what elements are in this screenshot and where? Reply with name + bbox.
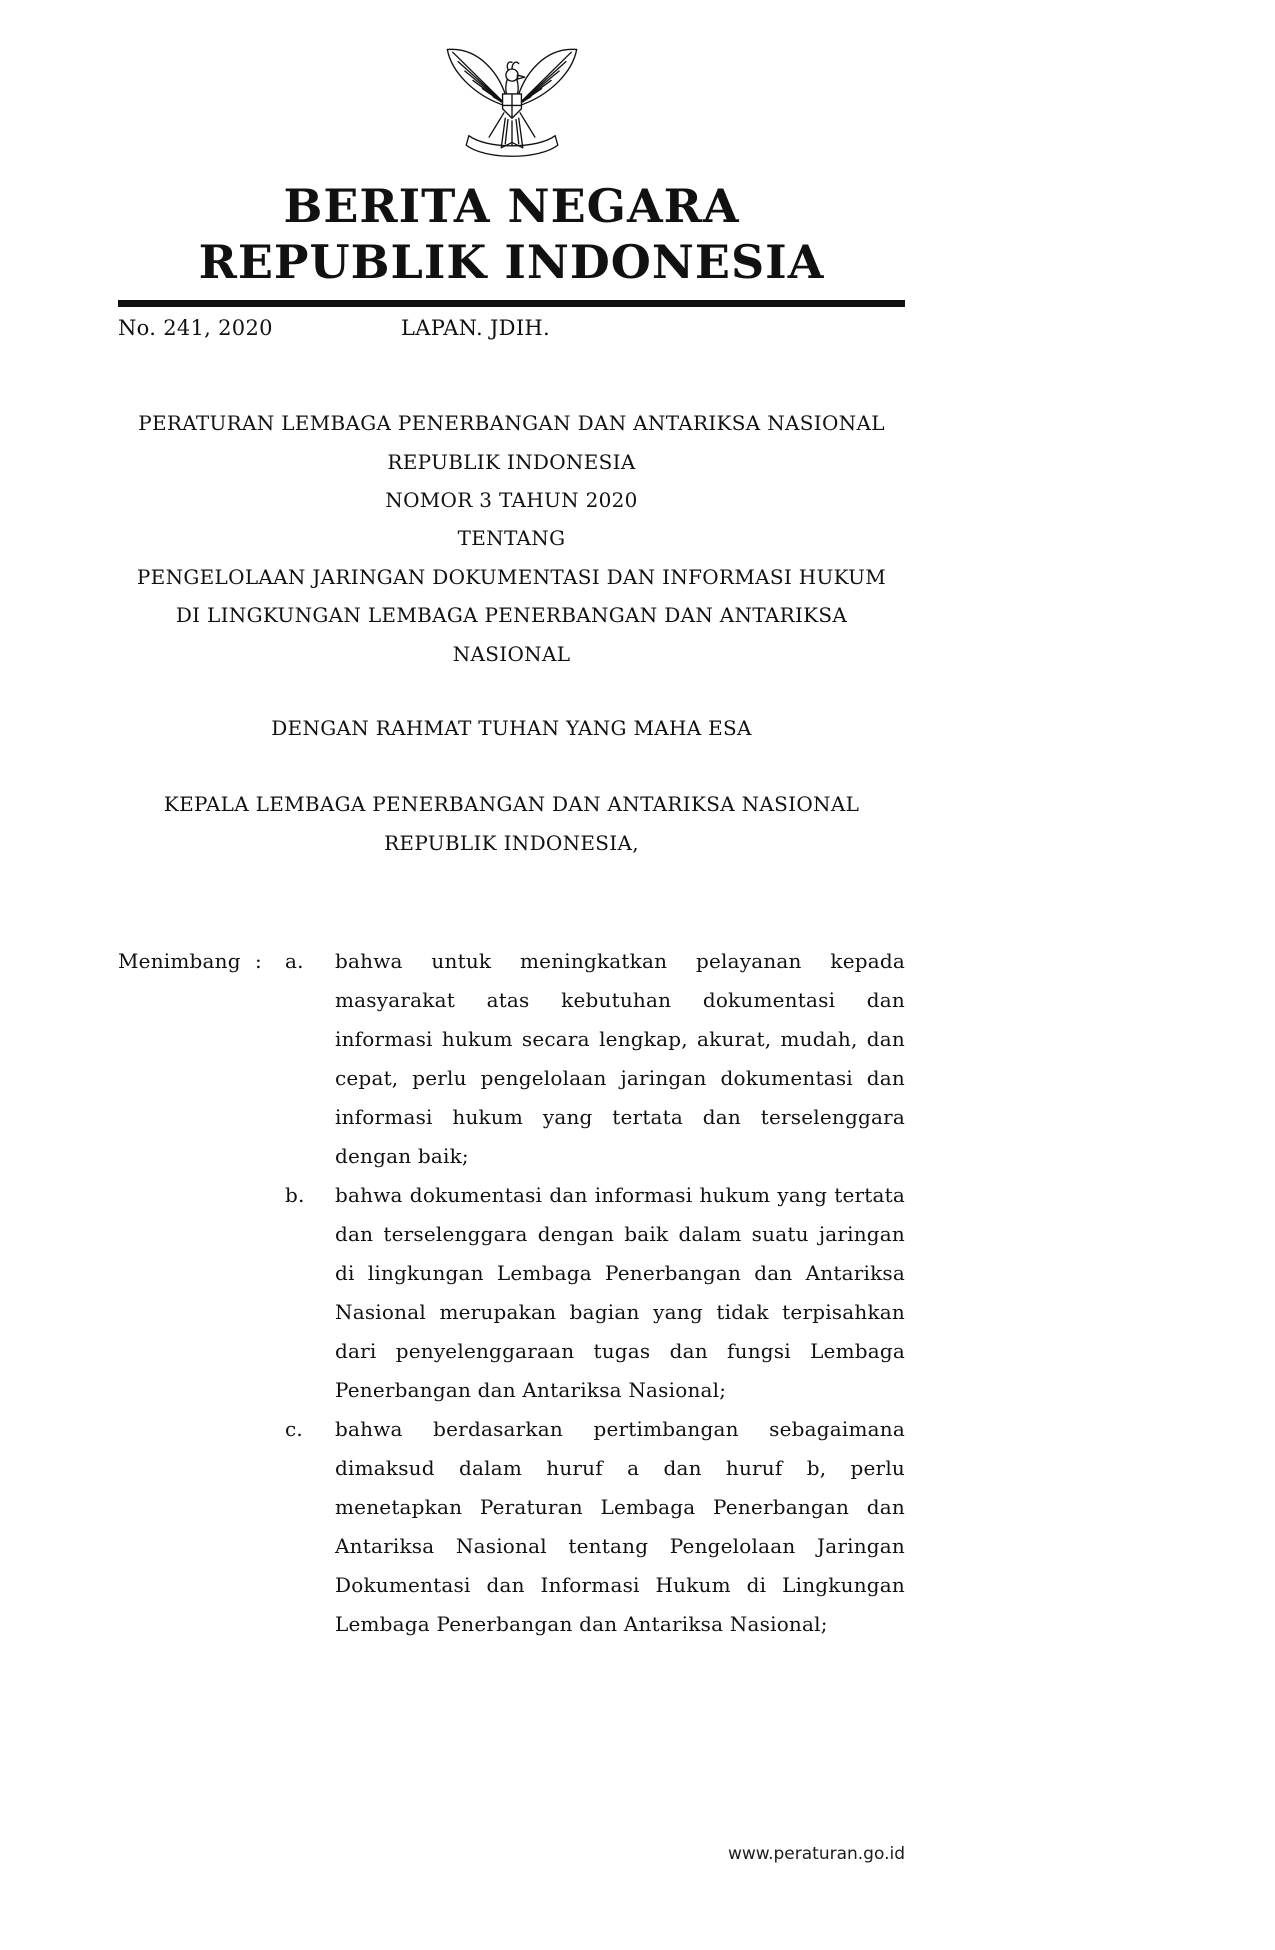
- masthead-title-line2: REPUBLIK INDONESIA: [198, 235, 825, 290]
- masthead-rule: [118, 300, 905, 307]
- page-footer: [118, 1844, 905, 1864]
- regulation-title-line: REPUBLIK INDONESIA: [387, 449, 636, 474]
- menimbang-label: Menimbang: [118, 949, 241, 974]
- consideration-item-b: [285, 1176, 905, 1410]
- consideration-item-a: [285, 942, 905, 1176]
- garuda-pancasila-icon: [432, 36, 592, 164]
- masthead: [118, 36, 905, 348]
- official-title-line: KEPALA LEMBAGA PENERBANGAN DAN ANTARIKSA NASIONAL: [163, 792, 860, 817]
- item-letter: b.: [285, 1183, 305, 1208]
- considerations-section: [118, 942, 905, 1644]
- item-text: bahwa berdasarkan pertimbangan sebagaimana dimaksud dalam huruf a dan huruf b, perlu menetapkan Peraturan Lembaga Penerbangan dan Antariksa Nasional tentang Pengelolaan Jaringan Dokumentasi dan Informasi Hukum di Lingkungan Lembaga Penerbangan dan Antariksa Nasional;: [335, 1417, 905, 1637]
- regulation-subject-line: DI LINGKUNGAN LEMBAGA PENERBANGAN DAN ANTARIKSA NASIONAL: [175, 603, 848, 666]
- consideration-item-c: [285, 1410, 905, 1644]
- menimbang-colon: :: [255, 949, 262, 974]
- item-letter: c.: [285, 1417, 303, 1442]
- gazette-subject: LAPAN. JDIH.: [401, 316, 551, 341]
- item-letter: a.: [285, 949, 304, 974]
- masthead-meta: [118, 316, 905, 348]
- page-content: [118, 0, 905, 1644]
- regulation-number-line: NOMOR 3 TAHUN 2020: [385, 488, 638, 512]
- item-text: bahwa dokumentasi dan informasi hukum yang tertata dan terselenggara dengan baik dalam suatu jaringan di lingkungan Lembaga Penerbangan dan Antariksa Nasional merupakan bagian yang tidak terpisahkan dari penyelenggaraan tugas dan fungsi Lembaga Penerbangan dan Antariksa Nasional;: [335, 1183, 905, 1403]
- regulation-title-line: PERATURAN LEMBAGA PENERBANGAN DAN ANTARIKSA NASIONAL: [138, 411, 885, 436]
- invocation-line: DENGAN RAHMAT TUHAN YANG MAHA ESA: [271, 715, 752, 740]
- official-block: [118, 785, 905, 862]
- regulation-title-block: [118, 404, 905, 862]
- gazette-number: No. 241, 2020: [118, 316, 273, 341]
- consideration-items: [285, 942, 905, 1644]
- source-url: www.peraturan.go.id: [727, 1844, 905, 1864]
- masthead-title-line1: BERITA NEGARA: [283, 179, 740, 233]
- regulation-subject-line: PENGELOLAAN JARINGAN DOKUMENTASI DAN INFORMASI HUKUM: [136, 564, 887, 589]
- item-text: bahwa untuk meningkatkan pelayanan kepada masyarakat atas kebutuhan dokumentasi dan informasi hukum secara lengkap, akurat, mudah, dan cepat, perlu pengelolaan jaringan dokumentasi dan informasi hukum yang tertata dan terselenggara dengan baik;: [335, 949, 905, 1169]
- official-title-line: REPUBLIK INDONESIA,: [384, 830, 639, 855]
- regulation-tentang-line: TENTANG: [457, 526, 566, 551]
